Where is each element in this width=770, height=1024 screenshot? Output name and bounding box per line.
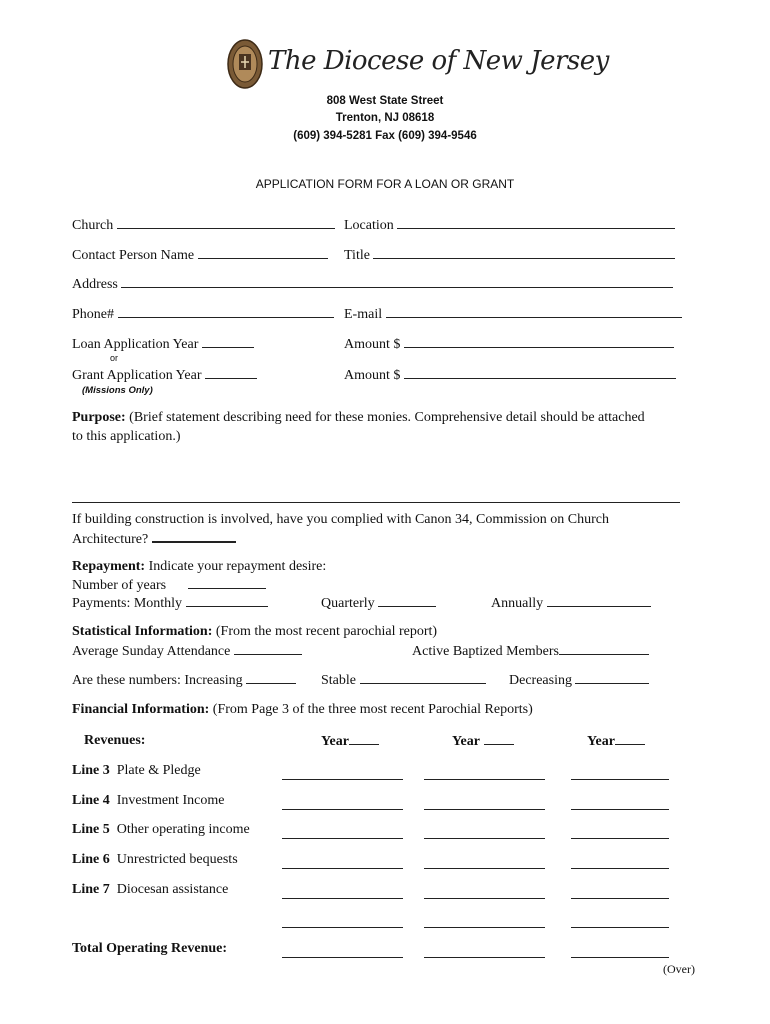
loan-year-label: Loan Application Year xyxy=(72,337,199,352)
church-field xyxy=(72,217,335,234)
location-label: Location xyxy=(344,218,394,233)
revenue-row-line-5 xyxy=(72,822,250,838)
revenue-row-line-3 xyxy=(72,763,201,779)
annually-label: Annually xyxy=(491,596,544,611)
revenue-input-row7-col1[interactable] xyxy=(282,956,403,958)
financial-heading xyxy=(72,702,533,718)
phone-fax: (609) 394-5281 Fax (609) 394-9546 xyxy=(293,130,477,142)
missions-only-label: (Missions Only) xyxy=(82,385,153,396)
year-1-input[interactable] xyxy=(349,733,379,745)
revenue-input-row5-col2[interactable] xyxy=(424,897,545,899)
address-label: Address xyxy=(72,277,118,292)
church-input[interactable] xyxy=(117,217,335,229)
grant-year-input[interactable] xyxy=(205,367,257,379)
quarterly-label: Quarterly xyxy=(321,596,375,611)
revenue-input-row4-col3[interactable] xyxy=(571,867,669,869)
annually-field xyxy=(491,595,651,612)
revenue-input-row2-col3[interactable] xyxy=(571,808,669,810)
loan-year-field xyxy=(72,336,254,353)
increasing-field xyxy=(72,672,296,689)
stable-field xyxy=(321,672,486,689)
canon-text-2: Architecture? xyxy=(72,532,149,547)
loan-amount-field xyxy=(344,336,674,353)
revenue-input-row7-col3[interactable] xyxy=(571,956,669,958)
monthly-field xyxy=(72,595,268,612)
line-number: Line 6 xyxy=(72,852,110,867)
purpose-text-1: (Brief statement describing need for these monies. Comprehensive detail should be attached xyxy=(125,410,645,425)
quarterly-field xyxy=(321,595,436,612)
revenue-input-row6-col1[interactable] xyxy=(282,926,403,928)
line-description: Other operating income xyxy=(116,822,250,837)
revenues-header: Revenues: xyxy=(84,733,146,748)
financial-label: Financial Information: xyxy=(72,702,210,717)
years-input[interactable] xyxy=(188,577,266,589)
revenue-input-row4-col2[interactable] xyxy=(424,867,545,869)
email-field xyxy=(344,306,682,323)
revenue-input-row1-col2[interactable] xyxy=(424,778,545,780)
title-label: Title xyxy=(344,248,370,263)
email-label: E-mail xyxy=(344,307,383,322)
statistical-heading xyxy=(72,624,437,640)
phone-label: Phone# xyxy=(72,307,114,322)
phone-field xyxy=(72,306,334,323)
year-header-1 xyxy=(321,733,379,750)
revenue-input-row3-col1[interactable] xyxy=(282,837,403,839)
revenue-input-row5-col1[interactable] xyxy=(282,897,403,899)
email-input[interactable] xyxy=(386,306,682,318)
year-header-3 xyxy=(587,733,645,750)
total-operating-revenue-label: Total Operating Revenue: xyxy=(72,941,228,956)
decreasing-label: Decreasing xyxy=(509,673,572,688)
contact-label: Contact Person Name xyxy=(72,248,195,263)
revenue-row-line-7 xyxy=(72,882,228,898)
revenue-input-row4-col1[interactable] xyxy=(282,867,403,869)
increasing-label: Are these numbers: Increasing xyxy=(72,673,243,688)
year-3-input[interactable] xyxy=(615,733,645,745)
grant-amount-field xyxy=(344,367,676,384)
attendance-field xyxy=(72,643,302,660)
statistical-text: (From the most recent parochial report) xyxy=(212,624,438,639)
stable-label: Stable xyxy=(321,673,356,688)
year-header-1-label: Year xyxy=(321,734,349,749)
monthly-label: Payments: Monthly xyxy=(72,596,183,611)
location-field xyxy=(344,217,675,234)
line-description: Plate & Pledge xyxy=(116,763,201,778)
financial-text: (From Page 3 of the three most recent Parochial Reports) xyxy=(209,702,533,717)
attendance-label: Average Sunday Attendance xyxy=(72,644,231,659)
over-label: (Over) xyxy=(663,962,695,976)
decreasing-input[interactable] xyxy=(575,672,649,684)
grant-year-field xyxy=(72,367,257,384)
revenue-input-row2-col2[interactable] xyxy=(424,808,545,810)
statistical-label: Statistical Information: xyxy=(72,624,213,639)
line-number: Line 7 xyxy=(72,882,110,897)
title-input[interactable] xyxy=(373,247,675,259)
revenue-input-row2-col1[interactable] xyxy=(282,808,403,810)
contact-field xyxy=(72,247,328,264)
line-description: Diocesan assistance xyxy=(116,882,229,897)
revenue-input-row7-col2[interactable] xyxy=(424,956,545,958)
repayment-heading xyxy=(72,559,326,575)
year-header-2-label: Year xyxy=(452,734,480,749)
line-number: Line 3 xyxy=(72,763,110,778)
baptized-field xyxy=(412,643,649,660)
year-2-input[interactable] xyxy=(484,733,514,745)
revenue-input-row3-col3[interactable] xyxy=(571,837,669,839)
revenue-input-row1-col3[interactable] xyxy=(571,778,669,780)
title-field xyxy=(344,247,675,264)
loan-year-input[interactable] xyxy=(202,336,254,348)
annually-input[interactable] xyxy=(547,595,651,607)
stable-input[interactable] xyxy=(360,672,486,684)
contact-input[interactable] xyxy=(198,247,328,259)
canon-text-1: If building construction is involved, have you complied with Canon 34, Commission on Church xyxy=(72,512,610,527)
grant-amount-label: Amount $ xyxy=(344,368,401,383)
years-field xyxy=(72,577,266,594)
monthly-input[interactable] xyxy=(186,595,268,607)
revenue-input-row5-col3[interactable] xyxy=(571,897,669,899)
line-description: Investment Income xyxy=(116,793,225,808)
quarterly-input[interactable] xyxy=(378,595,436,607)
revenue-row-line-4 xyxy=(72,793,224,809)
diocese-logo-text: The Diocese of New Jersey xyxy=(268,46,609,76)
address-line-2: Trenton, NJ 08618 xyxy=(335,112,435,124)
revenue-input-row6-col3[interactable] xyxy=(571,926,669,928)
line-number: Line 4 xyxy=(72,793,110,808)
decreasing-field xyxy=(509,672,649,689)
baptized-input[interactable] xyxy=(559,643,649,655)
loan-amount-label: Amount $ xyxy=(344,337,401,352)
address-field xyxy=(72,276,673,293)
revenue-row-line-6 xyxy=(72,852,238,868)
grant-year-label: Grant Application Year xyxy=(72,368,202,383)
line-number: Line 5 xyxy=(72,822,110,837)
phone-input[interactable] xyxy=(118,306,334,318)
loan-amount-input[interactable] xyxy=(404,336,674,348)
diocese-logo xyxy=(226,38,609,90)
revenue-input-row3-col2[interactable] xyxy=(424,837,545,839)
form-title: APPLICATION FORM FOR A LOAN OR GRANT xyxy=(255,177,515,191)
increasing-input[interactable] xyxy=(246,672,296,684)
attendance-input[interactable] xyxy=(234,643,302,655)
canon-field xyxy=(72,530,236,548)
years-label: Number of years xyxy=(72,578,167,593)
repayment-label: Repayment: xyxy=(72,559,146,574)
year-header-3-label: Year xyxy=(587,734,615,749)
purpose-line-1 xyxy=(72,410,645,426)
purpose-text-2: to this application.) xyxy=(72,429,181,444)
purpose-answer-line[interactable] xyxy=(72,501,680,503)
baptized-label: Active Baptized Members xyxy=(412,644,559,659)
canon-input[interactable] xyxy=(152,530,236,543)
church-label: Church xyxy=(72,218,114,233)
line-description: Unrestricted bequests xyxy=(116,852,238,867)
address-input[interactable] xyxy=(121,276,673,288)
location-input[interactable] xyxy=(397,217,675,229)
repayment-text: Indicate your repayment desire: xyxy=(145,559,327,574)
revenue-input-row6-col2[interactable] xyxy=(424,926,545,928)
year-header-2 xyxy=(452,733,514,750)
grant-amount-input[interactable] xyxy=(404,367,676,379)
purpose-label: Purpose: xyxy=(72,410,126,425)
diocese-seal-icon xyxy=(226,38,266,90)
revenue-input-row1-col1[interactable] xyxy=(282,778,403,780)
or-label: or xyxy=(110,353,119,363)
address-line-1: 808 West State Street xyxy=(326,95,444,107)
